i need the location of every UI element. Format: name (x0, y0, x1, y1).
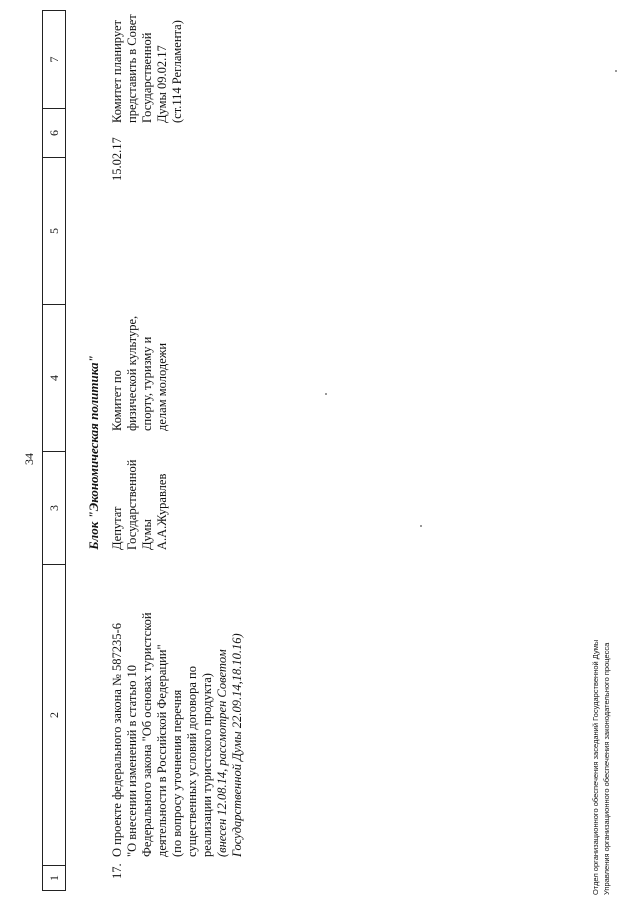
initiator (110, 440, 170, 550)
initiator-line: Депутат (110, 506, 124, 550)
description-note-line: Государственной Думы 22.09.14,18.10.16) (230, 633, 244, 857)
description-line: существенных условий договора по (185, 666, 199, 857)
committee-line: Комитет по (110, 370, 124, 431)
scan-speck (615, 70, 617, 72)
status-note-line: Думы 09.02.17 (155, 45, 169, 123)
committee-line: делам молодежи (155, 342, 169, 431)
footer-line: Управления организационного обеспечения законодательного процесса (602, 642, 611, 895)
status-note-line: представить в Совет (125, 14, 139, 123)
block-title: Блок "Экономическая политика" (86, 355, 101, 550)
planned-date: 15.02.17 (110, 137, 124, 181)
column-header-4: 4 (43, 305, 66, 452)
column-header-5: 5 (43, 158, 66, 305)
status-note (110, 5, 185, 123)
initiator-line: Государственной (125, 459, 139, 550)
initiator-line: А.А.Журавлев (155, 473, 169, 550)
footer (590, 640, 612, 895)
initiator-line: Думы (140, 519, 154, 550)
column-header-1: 1 (43, 866, 66, 891)
column-header-7: 7 (43, 11, 66, 109)
description-line: Федерального закона "Об основах туристской (140, 612, 154, 857)
description-line: "О внесении изменений в статью 10 (125, 664, 139, 857)
footer-line: Отдел организационного обеспечения заседаний Государственной Думы (591, 639, 600, 895)
status-note-line: Комитет планирует (110, 20, 124, 123)
row-number: 17. (110, 863, 124, 879)
column-header-2: 2 (43, 565, 66, 866)
description-line: (по вопросу уточнения перечня (170, 689, 184, 857)
bill-description (110, 567, 245, 857)
status-note-line: (ст.114 Регламента) (170, 20, 184, 123)
scan-speck (420, 525, 422, 527)
committee-line: физической культуре, (125, 315, 139, 431)
scan-speck (325, 393, 327, 395)
page-number: 34 (22, 453, 36, 465)
description-line: деятельности в Российской Федерации" (155, 644, 169, 857)
description-line: реализации туристского продукта) (200, 673, 214, 857)
status-note-line: Государственной (140, 32, 154, 123)
column-header-table (42, 10, 66, 891)
committee (110, 281, 170, 431)
column-header-3: 3 (43, 452, 66, 565)
committee-line: спорту, туризму и (140, 336, 154, 431)
description-line: О проекте федерального закона № 587235-6 (110, 623, 124, 857)
column-header-6: 6 (43, 109, 66, 158)
description-note-line: (внесен 12.08.14, рассмотрен Советом (215, 649, 229, 857)
